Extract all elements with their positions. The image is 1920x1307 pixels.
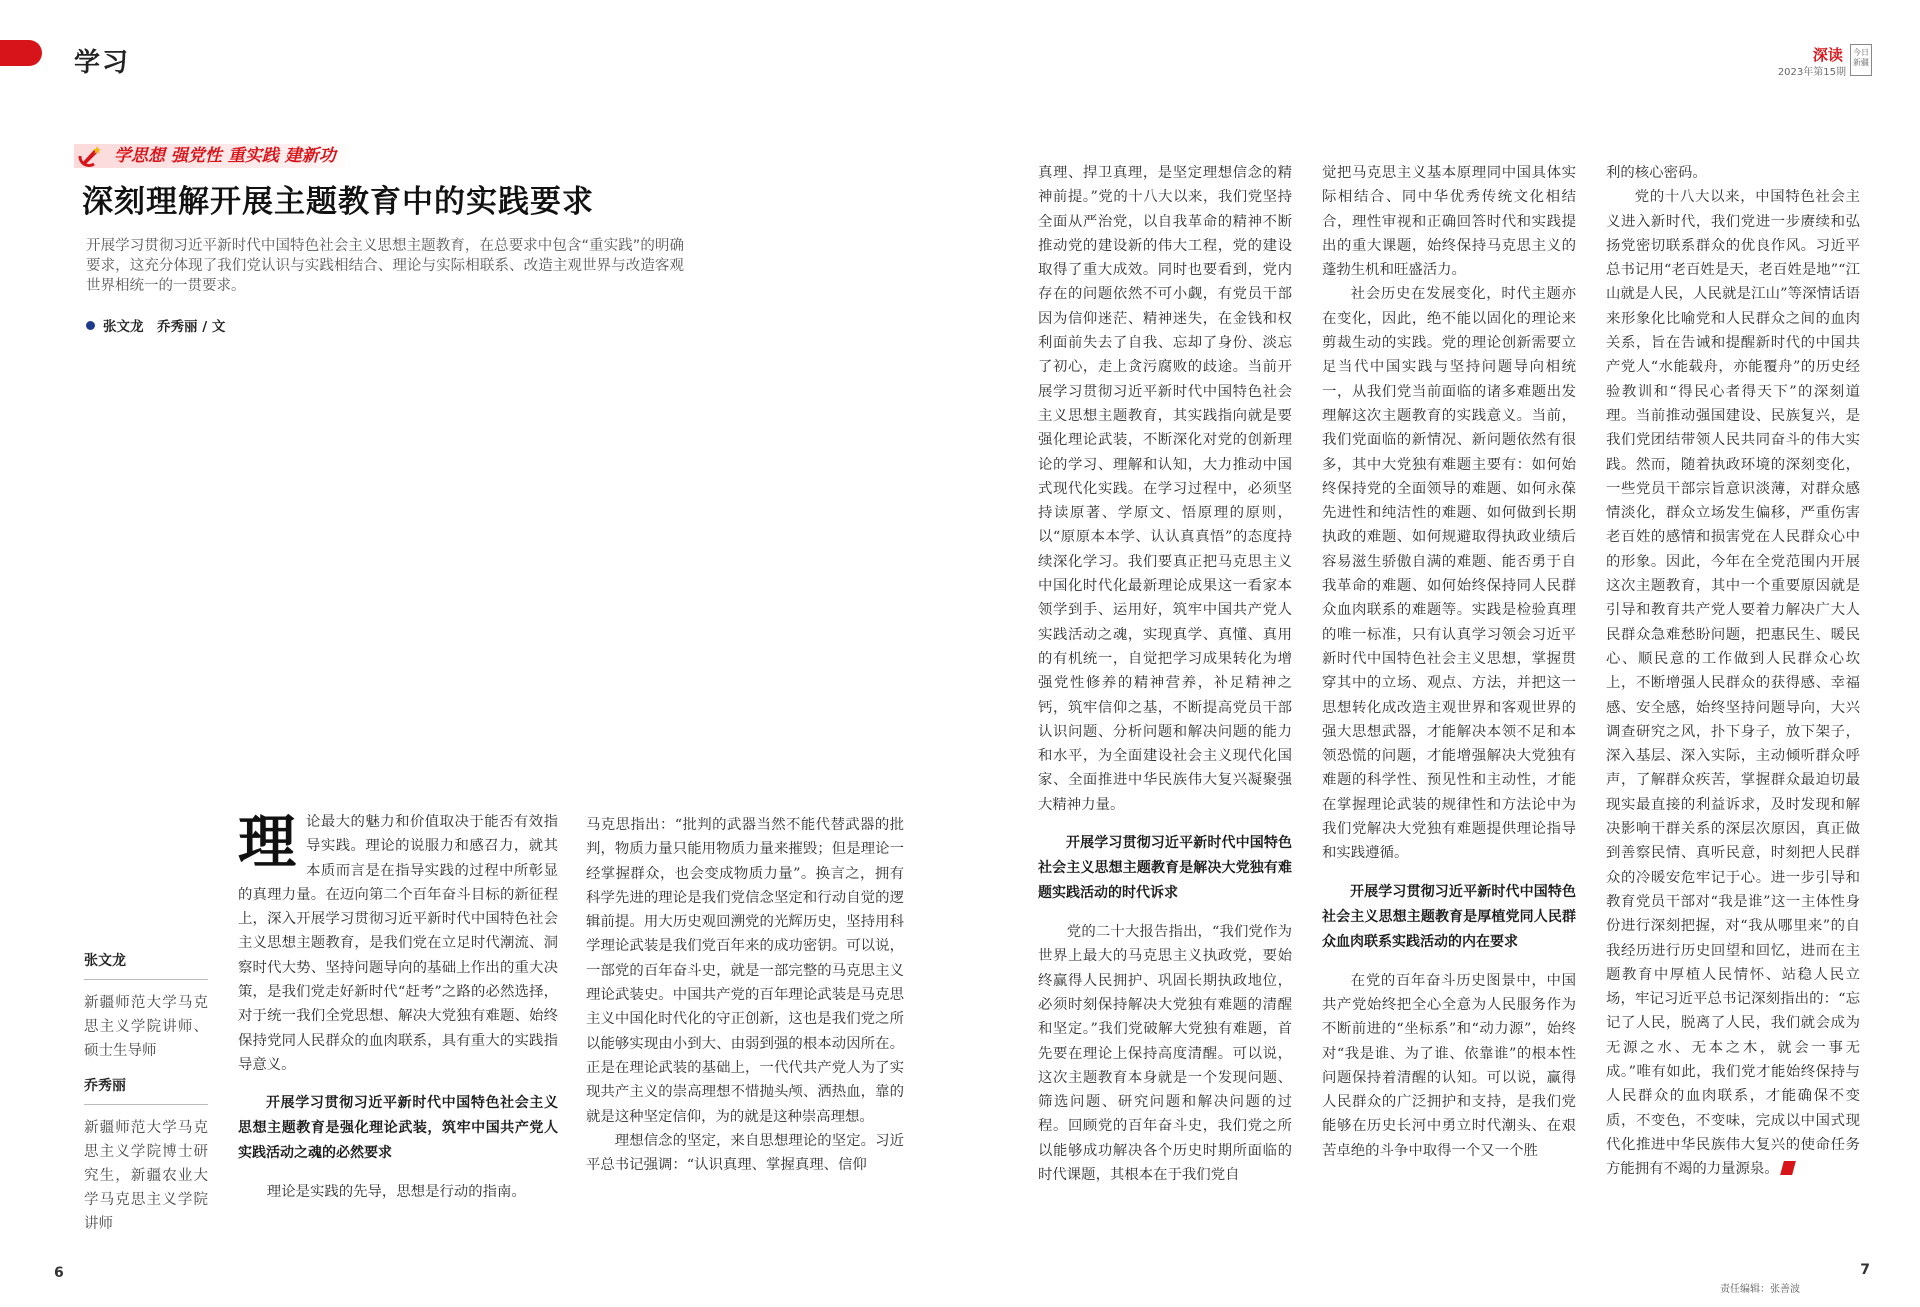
author-name: 张文龙 xyxy=(84,950,208,980)
byline xyxy=(86,315,225,335)
section-tab-marker xyxy=(0,40,42,66)
paragraph: 党的二十大报告指出，“我们党作为世界上最大的马克思主义执政党，要始终赢得人民拥护、巩固长期执政地位，必须时刻保持解决大党独有难题的清醒和坚定。”我们党破解大党独有难题，首先要在理论上保持高度清醒。可以说，这次主题教育本身就是一个发现问题、筛选问题、研究问题和解决问题的过程。回顾党的百年奋斗史，我们党之所以能够成功解决各个历史时期所面临的时代课题，其根本在于我们党自 xyxy=(1038,924,1292,1183)
page-number-left: 6 xyxy=(54,1265,64,1281)
subheading: 开展学习贯彻习近平新时代中国特色社会主义思想主题教育是强化理论武装，筑牢中国共产党人实践活动之魂的必然要求 xyxy=(238,1095,558,1162)
paragraph: 理想信念的坚定，来自思想理论的坚定。习近平总书记强调：“认识真理、掌握真理、信仰 xyxy=(586,1132,904,1174)
responsible-editor: 责任编辑：张善波 xyxy=(1720,1284,1800,1295)
text-column-1 xyxy=(238,810,558,1258)
section-label: 学习 xyxy=(74,48,131,78)
byline-text: 张文龙 乔秀丽 / 文 xyxy=(103,319,226,335)
author-bio-2 xyxy=(84,1075,208,1236)
text-column-2 xyxy=(586,813,904,1257)
subheading: 开展学习贯彻习近平新时代中国特色社会主义思想主题教育是解决大党独有难题实践活动的时代诉求 xyxy=(1038,835,1292,902)
magazine-logo: 今日新疆 xyxy=(1850,44,1872,76)
slogan-banner: 学思想 强党性 重实践 建新功 xyxy=(74,144,352,168)
paragraph: 真理、捍卫真理，是坚定理想信念的精神前提。”党的十八大以来，我们党坚持全面从严治党，以自我革命的精神不断推动党的建设新的伟大工程，党的建设取得了重大成效。同时也要看到，党内存在的问题依然不可小觑，有党员干部因为信仰迷茫、精神迷失，在金钱和权利面前失去了自我、忘却了身份、淡忘了初心，走上贪污腐败的歧途。当前开展学习贯彻习近平新时代中国特色社会主义思想主题教育，其实践指向就是要强化理论武装，不断深化对党的创新理论的学习、理解和认知，大力推动中国式现代化实践。在学习过程中，必须坚持读原著、学原文、悟原理的原则，以“原原本本学、认认真真悟”的态度持续深化学习。我们要真正把马克思主义中国化时代化最新理论成果这一看家本领学到手、运用好，筑牢中国共产党人实践活动之魂，实现真学、真懂、真用的有机统一，自觉把学习成果转化为增强党性修养的精神营养，补足精神之钙，筑牢信仰之基，不断提高党员干部认识问题、分析问题和解决问题的能力和水平，为全面建设社会主义现代化国家、全面推进中华民族伟大复兴凝聚强大精神力量。 xyxy=(1038,165,1292,813)
bullet-dot-icon xyxy=(86,321,95,330)
author-description: 新疆师范大学马克思主义学院博士研究生，新疆农业大学马克思主义学院讲师 xyxy=(84,1120,208,1232)
end-mark-icon xyxy=(1780,1161,1796,1175)
paragraph: 社会历史在发展变化，时代主题亦在变化，因此，绝不能以固化的理论来剪裁生动的实践。党的理论创新需要立足当代中国实践与坚持问题导向相统一，从我们党当前面临的诸多难题出发理解这次主题教育的实践意义。当前，我们党面临的新情况、新问题依然有很多，其中大党独有难题主要有：如何始终保持党的全面领导的难题、如何永葆先进性和纯洁性的难题、如何做到长期执政的难题、如何规避取得执政业绩后容易滋生骄傲自满的难题、能否勇于自我革命的难题、如何始终保持同人民群众血肉联系的难题等。实践是检验真理的唯一标准，只有认真学习领会习近平新时代中国特色社会主义思想，掌握贯穿其中的立场、观点、方法，并把这一思想转化成改造主观世界和客观世界的强大思想武器，才能解决本领不足和本领恐慌的问题，才能增强解决大党独有难题的科学性、预见性和主动性，才能在掌握理论武装的规律性和方法论中为我们党解决大党独有难题提供理论指导和实践遵循。 xyxy=(1322,286,1576,862)
paragraph: 觉把马克思主义基本原理同中国具体实际相结合、同中华优秀传统文化相结合，理性审视和正确回答时代和实践提出的重大课题，始终保持马克思主义的蓬勃生机和旺盛活力。 xyxy=(1322,165,1576,279)
paragraph: 在党的百年奋斗历史图景中，中国共产党始终把全心全意为人民服务作为不断前进的“坐标系”和“动力源”，始终对“我是谁、为了谁、依靠谁”的根本性问题保持着清醒的认知。可以说，赢得人民群众的广泛拥护和支持，是我们党能够在历史长河中勇立时代潮头、在艰苦卓绝的斗争中取得一个又一个胜 xyxy=(1322,972,1576,1159)
author-name: 乔秀丽 xyxy=(84,1075,208,1105)
article-abstract: 开展学习贯彻习近平新时代中国特色社会主义思想主题教育，在总要求中包含“重实践”的明确要求，这充分体现了我们党认识与实践相结合、理论与实际相联系、改造主观世界与改造客观世界相统一的一贯要求。 xyxy=(86,238,684,294)
paragraph: 利的核心密码。 xyxy=(1606,165,1707,181)
paragraph: 理论最大的魅力和价值取决于能否有效指导实践。理论的说服力和感召力，就其本质而言是在指导实践的过程中所彰显的真理力量。在迈向第二个百年奋斗目标的新征程上，深入开展学习贯彻习近平新时代中国特色社会主义思想主题教育，是我们党在立足时代潮流、洞察时代大势、坚持问题导向的基础上作出的重大决策，是我们党走好新时代“赶考”之路的必然选择，对于统一我们全党思想、解决大党独有难题、始终保持党同人民群众的血肉联系，具有重大的实践指导意义。 xyxy=(238,810,558,1073)
drop-cap: 理 xyxy=(238,810,297,876)
article-title: 深刻理解开展主题教育中的实践要求 xyxy=(82,184,594,220)
issue-number: 2023年第15期 xyxy=(1777,67,1846,78)
author-description: 新疆师范大学马克思主义学院讲师、硕士生导师 xyxy=(84,995,208,1059)
paragraph: 党的十八大以来，中国特色社会主义进入新时代，我们党进一步赓续和弘扬党密切联系群众的优良作风。习近平总书记用“老百姓是天，老百姓是地”“江山就是人民，人民就是江山”等深情话语来形象化比喻党和人民群众之间的血肉关系，旨在告诫和提醒新时代的中国共产党人“水能载舟，亦能覆舟”的历史经验教训和“得民心者得天下”的深刻道理。当前推动强国建设、民族复兴，是我们党团结带领人民共同奋斗的伟大实践。然而，随着执政环境的深刻变化，一些党员干部宗旨意识淡薄，对群众感情淡化，群众立场发生偏移，严重伤害老百姓的感情和损害党在人民群众心中的形象。因此，今年在全党范围内开展这次主题教育，其中一个重要原因就是引导和教育共产党人要着力解决广大人民群众急难愁盼问题，把惠民生、暖民心、顺民意的工作做到人民群众心坎上，不断增强人民群众的获得感、幸福感、安全感，始终坚持问题导向，大兴调查研究之风，扑下身子，放下架子，深入基层、深入实际，主动倾听群众呼声，了解群众疾苦，掌握群众最迫切最现实最直接的利益诉求，及时发现和解决影响干群关系的深层次原因，真正做到善察民情、真听民意，时刻把人民群众的冷暖安危牢记于心。进一步引导和教育党员干部对“我是谁”这一主体性身份进行深刻把握，对“我从哪里来”的自我经历进行历史回望和回忆，进而在主题教育中厚植人民情怀、站稳人民立场，牢记习近平总书记深刻指出的：“忘记了人民，脱离了人民，我们就会成为无源之水、无本之木，就会一事无成。”唯有如此，我们党才能始终保持与人民群众的血肉联系，才能确保不变质，不变色，不变味，完成以中国式现代化推进中华民族伟大复兴的使命任务方能拥有不竭的力量源泉。 xyxy=(1606,189,1860,1178)
text-column-4 xyxy=(1322,161,1576,1259)
party-emblem-icon xyxy=(74,144,102,168)
author-bio-1 xyxy=(84,950,208,1063)
magazine-brand xyxy=(1777,44,1872,78)
paragraph: 马克思指出：“批判的武器当然不能代替武器的批判，物质力量只能用物质力量来摧毁；但是理论一经掌握群众，也会变成物质力量”。换言之，拥有科学先进的理论是我们党信念坚定和行动自觉的逻辑前提。用大历史观回溯党的光辉历史，坚持用科学理论武装是我们党百年来的成功密钥。可以说，一部党的百年奋斗史，就是一部完整的马克思主义理论武装史。中国共产党的百年理论武装是马克思主义中国化时代化的守正创新，这也是我们党之所以能够实现由小到大、由弱到强的根本动因所在。正是在理论武装的基础上，一代代共产党人为了实现共产主义的崇高理想不惜抛头颅、洒热血，靠的就是这种坚定信仰，为的就是这种崇高理想。 xyxy=(586,817,904,1125)
paragraph: 理论是实践的先导，思想是行动的指南。 xyxy=(266,1184,526,1201)
page-number-right: 7 xyxy=(1860,1262,1870,1278)
text-column-3 xyxy=(1038,161,1292,1259)
brand-name: 深读 xyxy=(1812,46,1843,64)
subheading: 开展学习贯彻习近平新时代中国特色社会主义思想主题教育是厚植党同人民群众血肉联系实践活动的内在要求 xyxy=(1322,883,1576,950)
text-column-5 xyxy=(1606,161,1860,1259)
